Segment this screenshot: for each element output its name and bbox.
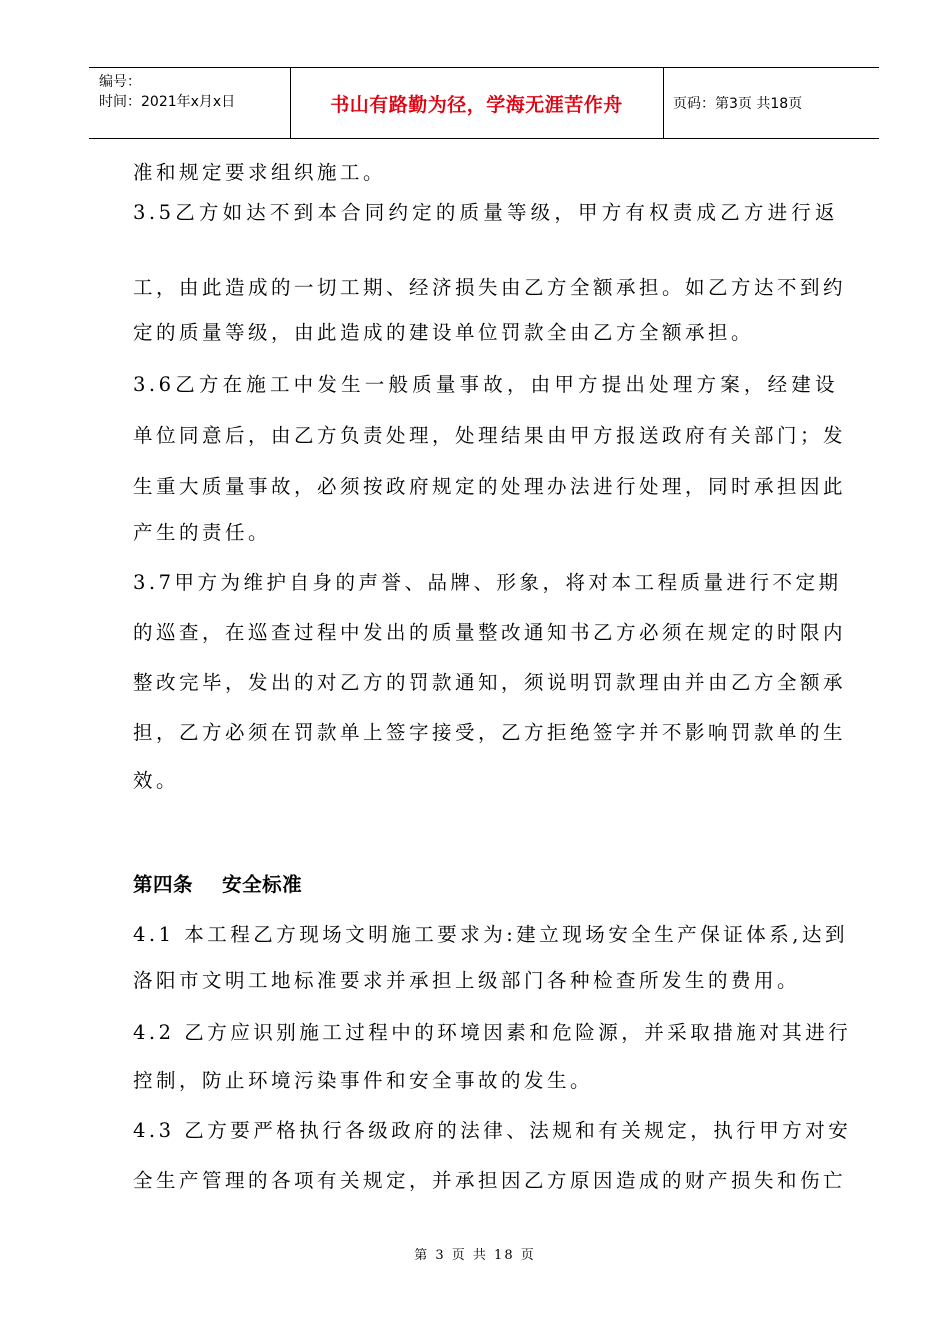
page-footer: 第 3 页 共 18 页: [414, 1248, 536, 1263]
paragraph-line: 的巡查，在巡查过程中发出的质量整改通知书乙方必须在规定的时限内: [133, 621, 847, 644]
header-meta: [99, 72, 235, 112]
paragraph-line: 3.7甲方为维护自身的声誉、品牌、形象，将对本工程质量进行不定期: [133, 571, 842, 594]
header-number-label: 编号：: [99, 74, 141, 90]
section-line: 4.3 乙方要严格执行各级政府的法律、法规和有关规定，执行甲方对安: [133, 1119, 852, 1142]
section-line: 4.1 本工程乙方现场文明施工要求为:建立现场安全生产保证体系,达到: [133, 923, 848, 946]
header-divider: [663, 68, 664, 138]
paragraph-line: 产生的责任。: [133, 521, 272, 544]
paragraph-line: 生重大质量事故，必须按政府规定的处理办法进行处理，同时承担因此: [133, 475, 847, 498]
paragraph-line: 3.5乙方如达不到本合同约定的质量等级，甲方有权责成乙方进行返: [133, 201, 838, 224]
section-heading: 第四条 安全标准: [133, 873, 303, 896]
section-line: 控制，防止环境污染事件和安全事故的发生。: [133, 1069, 594, 1092]
document-header: [89, 67, 879, 139]
paragraph-line: 准和规定要求组织施工。: [133, 161, 387, 184]
header-motto: 书山有路勤为径，学海无涯苦作舟: [330, 93, 623, 116]
section-line: 洛阳市文明工地标准要求并承担上级部门各种检查所发生的费用。: [133, 969, 801, 992]
paragraph-line: 单位同意后，由乙方负责处理，处理结果由甲方报送政府有关部门；发: [133, 424, 847, 447]
paragraph-line: 效。: [133, 769, 180, 792]
paragraph-line: 工，由此造成的一切工期、经济损失由乙方全额承担。如乙方达不到约: [133, 276, 847, 299]
paragraph-line: 3.6乙方在施工中发生一般质量事故，由甲方提出处理方案，经建设: [133, 373, 838, 396]
paragraph-line: 整改完毕，发出的对乙方的罚款通知，须说明罚款理由并由乙方全额承: [133, 671, 847, 694]
header-page-label: 页码：第3页 共18页: [673, 96, 803, 112]
section-line: 4.2 乙方应识别施工过程中的环境因素和危险源，并采取措施对其进行: [133, 1021, 852, 1044]
section-line: 全生产管理的各项有关规定，并承担因乙方原因造成的财产损失和伤亡: [133, 1169, 847, 1192]
header-time-label: 时间：2021年x月x日: [99, 94, 236, 110]
paragraph-line: 担，乙方必须在罚款单上签字接受，乙方拒绝签字并不影响罚款单的生: [133, 721, 847, 744]
paragraph-line: 定的质量等级，由此造成的建设单位罚款全由乙方全额承担。: [133, 321, 755, 344]
